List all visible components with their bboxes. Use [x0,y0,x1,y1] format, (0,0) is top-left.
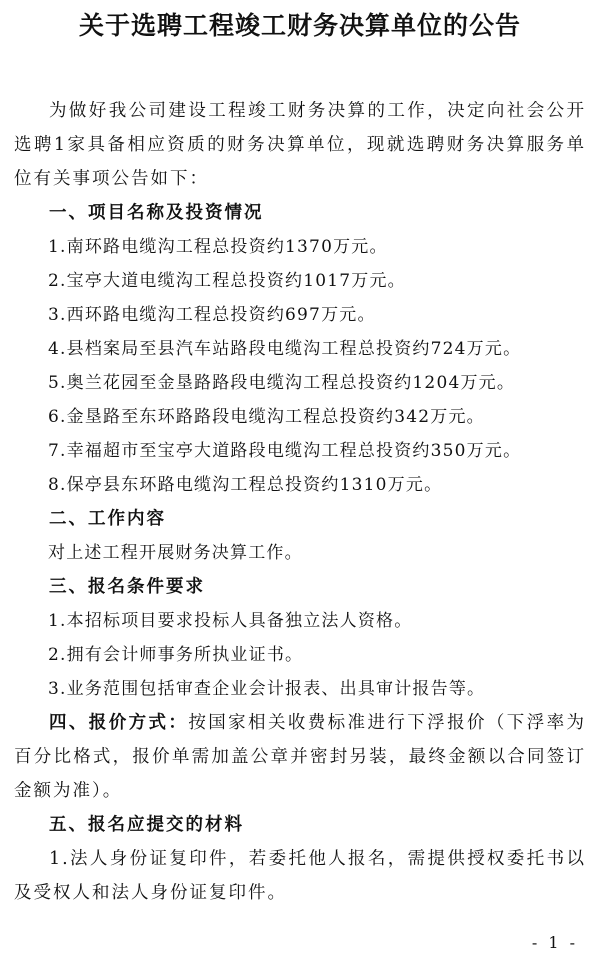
list-item: 4.县档案局至县汽车站路段电缆沟工程总投资约724万元。 [48,339,522,359]
section4-paragraph [14,706,586,808]
intro-paragraph: 为做好我公司建设工程竣工财务决算的工作，决定向社会公开选聘1家具备相应资质的财务决算单位，现就选聘财务决算服务单位有关事项公告如下： [14,101,586,189]
list-item: 2.宝亭大道电缆沟工程总投资约1017万元。 [48,271,406,291]
section4-heading: 四、报价方式： [49,713,189,733]
list-item: 6.金垦路至东环路路段电缆沟工程总投资约342万元。 [48,407,485,427]
list-item: 1.本招标项目要求投标人具备独立法人资格。 [48,611,413,631]
section2-text: 对上述工程开展财务决算工作。 [48,543,303,563]
list-item: 3.业务范围包括审查企业会计报表、出具审计报告等。 [48,679,486,699]
list-item: 7.幸福超市至宝亭大道路段电缆沟工程总投资约350万元。 [48,441,522,461]
page-title: 关于选聘工程竣工财务决算单位的公告 [78,11,521,40]
list-item: 8.保亭县东环路电缆沟工程总投资约1310万元。 [48,475,443,495]
list-item: 1.法人身份证复印件，若委托他人报名，需提供授权委托书以及受权人和法人身份证复印件。 [14,849,586,903]
list-item: 3.西环路电缆沟工程总投资约697万元。 [48,305,376,325]
section1-heading: 一、项目名称及投资情况 [49,203,264,223]
section2-heading: 二、工作内容 [49,509,166,529]
section5-heading: 五、报名应提交的材料 [49,815,244,835]
page-number: - 1 - [531,933,578,952]
list-item: 5.奥兰花园至金垦路路段电缆沟工程总投资约1204万元。 [48,373,516,393]
section4-text: 按国家相关收费标准进行下浮报价（下浮率为百分比格式，报价单需加盖公章并密封另装，最终金额以合同签订金额为准）。 [14,713,586,801]
list-item: 1.南环路电缆沟工程总投资约1370万元。 [48,237,388,257]
list-item: 2.拥有会计师事务所执业证书。 [48,645,304,665]
section3-heading: 三、报名条件要求 [49,577,205,597]
